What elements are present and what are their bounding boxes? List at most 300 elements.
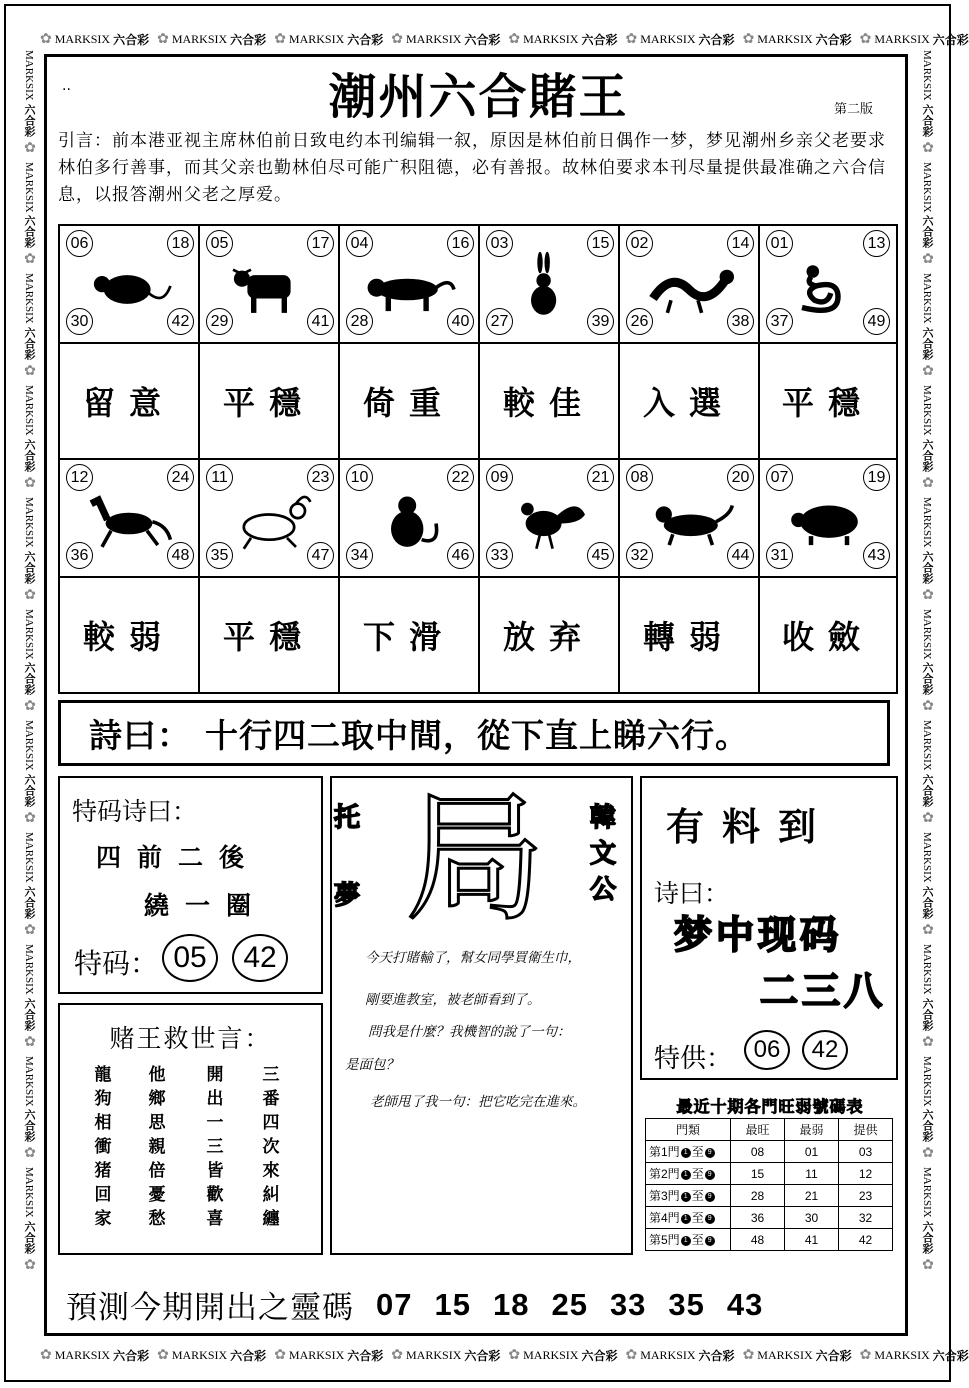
watermark-item — [40, 31, 149, 48]
youliao-line-1: 梦中现码 — [674, 913, 843, 957]
prediction-label: 預測今期開出之靈碼 — [66, 1290, 354, 1326]
story-line-2: 剛要進教室，被老師看到了。 — [365, 992, 541, 1008]
save-char: 他 — [148, 1065, 166, 1085]
flower-icon: ✿ — [22, 474, 37, 491]
zodiac-number: 41 — [307, 308, 334, 335]
flower-icon: ✿ — [920, 251, 935, 268]
zodiac-status-cell — [480, 344, 620, 460]
stats-to: 至 — [691, 1189, 704, 1203]
watermark-brand-en: MARKSIX — [23, 943, 35, 995]
watermark-item — [919, 273, 935, 379]
watermark-item — [21, 720, 37, 826]
watermark-brand-cn: 六合彩 — [932, 32, 969, 47]
tema-line-1: 四前二後 — [96, 843, 261, 872]
stats-min: 21 — [785, 1185, 839, 1207]
watermark-item — [274, 1347, 383, 1364]
watermark-brand-cn: 六合彩 — [23, 1109, 35, 1143]
stats-max: 28 — [731, 1185, 785, 1207]
watermark-brand-cn: 六合彩 — [815, 32, 852, 47]
save-char: 愁 — [148, 1209, 166, 1229]
watermark-brand-cn: 六合彩 — [921, 774, 933, 808]
watermark-brand-en: MARKSIX — [921, 161, 933, 213]
prediction-number: 25 — [551, 1286, 588, 1322]
watermark-item — [860, 1347, 969, 1364]
watermark-brand-en: MARKSIX — [23, 496, 35, 548]
zodiac-status: 收斂 — [781, 618, 874, 656]
stats-title: 最近十期各門旺弱號碼表 — [676, 1097, 864, 1116]
zodiac-status-cell — [480, 578, 620, 692]
save-char: 家 — [94, 1209, 112, 1229]
zodiac-number: 34 — [346, 542, 373, 569]
watermark-brand-cn: 六合彩 — [921, 662, 933, 696]
zodiac-status-cell — [760, 344, 896, 460]
stats-min: 30 — [785, 1207, 839, 1229]
watermark-item — [919, 162, 935, 268]
prediction-number: 07 — [376, 1286, 413, 1322]
ball-icon: 9 — [705, 1148, 715, 1158]
youliao-poem-label: 诗曰： — [654, 879, 730, 908]
zodiac-cell — [340, 460, 480, 578]
save-char: 來 — [262, 1161, 280, 1181]
watermark-item — [919, 497, 935, 603]
poem-text: 十行四二取中間，從下直上睇六行。 — [205, 715, 749, 755]
watermark-item — [919, 385, 935, 491]
watermark-brand-en: MARKSIX — [23, 161, 35, 213]
watermark-brand-en: MARKSIX — [406, 1347, 462, 1362]
stats-max: 08 — [731, 1141, 785, 1163]
watermark-item — [919, 720, 935, 826]
watermark-brand-cn: 六合彩 — [581, 32, 618, 47]
save-char: 思 — [148, 1113, 166, 1133]
watermark-right — [912, 50, 942, 1340]
zodiac-status-cell — [200, 578, 340, 692]
watermark-item — [21, 1167, 37, 1273]
zodiac-number: 43 — [863, 542, 890, 569]
flower-icon: ✿ — [920, 921, 935, 938]
save-char: 出 — [206, 1089, 224, 1109]
zodiac-number: 38 — [727, 308, 754, 335]
watermark-item — [919, 1167, 935, 1273]
watermark-item — [743, 31, 852, 48]
story-line-4: 是面包？ — [345, 1057, 399, 1073]
youliao-box — [640, 776, 898, 1080]
zodiac-status: 平穩 — [781, 384, 874, 422]
big-character: 局 — [405, 778, 546, 941]
page-title: 潮州六合賭王 — [328, 69, 629, 125]
flower-icon: ✿ — [274, 1347, 286, 1363]
intro-text: 引言：前本港亚视主席林伯前日致电约本刊编辑一叙，原因是林伯前日偶作一梦，梦见潮州乡亲父老要求林伯多行善事，而其父亲也勤林伯尽可能广积阻德，必有善报。故林伯要求本刊尽量提供最准确之六合信息，以报答潮州父老之厚爱。 — [58, 131, 886, 205]
zodiac-number: 47 — [307, 542, 334, 569]
tema-title: 特码诗曰： — [72, 797, 198, 826]
flower-icon: ✿ — [859, 1347, 872, 1363]
zodiac-number: 14 — [727, 230, 754, 257]
prediction-number: 15 — [434, 1286, 471, 1322]
save-char: 喜 — [206, 1209, 224, 1229]
save-char: 三 — [206, 1137, 224, 1157]
watermark-brand-en: MARKSIX — [23, 832, 35, 883]
save-char: 猪 — [94, 1161, 112, 1181]
save-char: 糾 — [262, 1185, 280, 1205]
ball-icon: 1 — [681, 1148, 691, 1158]
watermark-item — [40, 1347, 149, 1364]
zodiac-number: 16 — [447, 230, 474, 257]
stats-give: 12 — [839, 1163, 893, 1185]
zodiac-number: 26 — [626, 308, 653, 335]
flower-icon: ✿ — [920, 474, 935, 491]
zodiac-cell — [760, 226, 896, 344]
dragon-icon — [644, 250, 734, 320]
zodiac-cell — [480, 460, 620, 578]
watermark-brand-cn: 六合彩 — [464, 32, 501, 47]
watermark-top — [40, 24, 969, 54]
story-line-3: 問我是什麼？我機智的說了一句： — [368, 1024, 571, 1040]
zodiac-number: 27 — [486, 308, 513, 335]
watermark-brand-cn: 六合彩 — [23, 550, 35, 584]
ball-icon: 1 — [681, 1192, 691, 1202]
story-line-1: 今天打賭輸了，幫女同學買衛生巾， — [365, 950, 581, 966]
stats-door-cell — [646, 1207, 731, 1229]
prediction-number: 33 — [609, 1286, 647, 1322]
zodiac-status: 平穩 — [222, 384, 315, 422]
watermark-brand-en: MARKSIX — [171, 31, 228, 46]
flower-icon: ✿ — [22, 363, 37, 380]
save-column — [200, 1063, 230, 1231]
flower-icon: ✿ — [920, 1257, 935, 1274]
rat-icon — [84, 250, 174, 320]
left-side-text — [334, 800, 360, 914]
save-char: 三 — [262, 1065, 280, 1085]
tema-code-label: 特码： — [74, 947, 159, 980]
youliao-line-2: 二三八 — [760, 969, 887, 1013]
edition-label: 第二版 — [834, 102, 874, 117]
flower-icon: ✿ — [920, 586, 935, 603]
watermark-brand-en: MARKSIX — [921, 50, 933, 101]
flower-icon: ✿ — [22, 586, 37, 603]
zodiac-number: 08 — [626, 464, 653, 491]
watermark-item — [21, 162, 37, 268]
watermark-brand-en: MARKSIX — [921, 943, 933, 995]
watermark-item — [919, 944, 935, 1050]
watermark-brand-cn: 六合彩 — [921, 997, 933, 1031]
flower-icon: ✿ — [22, 698, 37, 715]
save-char: 鄉 — [148, 1089, 166, 1109]
prediction-row — [66, 1282, 896, 1327]
flower-icon: ✿ — [22, 1033, 37, 1050]
poem-label: 詩曰： — [89, 715, 191, 755]
zodiac-number: 30 — [66, 308, 93, 335]
watermark-brand-cn: 六合彩 — [347, 1348, 384, 1363]
zodiac-status-cell — [620, 344, 760, 460]
ball-icon: 9 — [705, 1192, 715, 1202]
right-side-char-1: 韓 — [590, 803, 617, 833]
zodiac-status: 留意 — [82, 384, 175, 422]
monkey-icon — [364, 484, 454, 554]
watermark-brand-en: MARKSIX — [921, 1055, 933, 1107]
watermark-brand-cn: 六合彩 — [113, 32, 150, 47]
watermark-brand-en: MARKSIX — [523, 1347, 579, 1362]
watermark-item — [743, 1347, 852, 1364]
zodiac-status-cell — [620, 578, 760, 692]
stats-header-min: 最弱 — [785, 1119, 839, 1141]
watermark-left — [14, 50, 44, 1340]
stats-to: 至 — [691, 1167, 704, 1181]
zodiac-cell — [200, 460, 340, 578]
watermark-item — [274, 31, 383, 48]
save-char: 四 — [262, 1113, 280, 1133]
zodiac-grid — [58, 224, 898, 694]
stats-header-give: 提供 — [839, 1119, 893, 1141]
watermark-brand-cn: 六合彩 — [698, 32, 735, 47]
stats-row — [646, 1207, 893, 1229]
right-side-text — [590, 800, 616, 908]
watermark-brand-en: MARKSIX — [523, 31, 579, 46]
zodiac-number: 13 — [863, 230, 890, 257]
stats-door: 第4門 — [649, 1211, 680, 1225]
flower-icon: ✿ — [22, 1257, 37, 1274]
watermark-item — [919, 832, 935, 938]
header-dots: .. — [62, 78, 71, 94]
ball-icon: 1 — [681, 1170, 691, 1180]
zodiac-number: 46 — [447, 542, 474, 569]
watermark-item — [508, 31, 617, 48]
watermark-brand-cn: 六合彩 — [230, 32, 267, 47]
flower-icon: ✿ — [391, 31, 404, 47]
flower-icon: ✿ — [22, 810, 37, 827]
save-char: 衝 — [94, 1137, 112, 1157]
zodiac-number: 10 — [346, 464, 373, 491]
watermark-item — [508, 1347, 617, 1364]
tema-code-1: 05 — [162, 934, 218, 982]
stats-min: 11 — [785, 1163, 839, 1185]
stats-door-cell — [646, 1163, 731, 1185]
prediction-number: 18 — [492, 1286, 530, 1322]
flower-icon: ✿ — [157, 1347, 169, 1363]
rooster-icon — [504, 484, 594, 554]
stats-max: 48 — [731, 1229, 785, 1251]
stats-header-max: 最旺 — [731, 1119, 785, 1141]
zodiac-number: 48 — [167, 542, 194, 569]
watermark-brand-cn: 六合彩 — [23, 997, 35, 1031]
watermark-brand-cn: 六合彩 — [23, 327, 35, 361]
save-column — [142, 1063, 172, 1231]
pig-icon — [784, 484, 874, 554]
watermark-brand-en: MARKSIX — [54, 31, 111, 46]
watermark-brand-en: MARKSIX — [288, 1347, 345, 1362]
stats-give: 23 — [839, 1185, 893, 1207]
poem-bar — [58, 700, 890, 766]
watermark-brand-en: MARKSIX — [640, 31, 696, 46]
watermark-brand-cn: 六合彩 — [464, 1348, 501, 1363]
stats-row — [646, 1185, 893, 1207]
ball-icon: 1 — [681, 1236, 691, 1246]
flower-icon: ✿ — [157, 31, 169, 47]
watermark-bottom — [40, 1340, 969, 1370]
zodiac-status: 下滑 — [362, 618, 455, 656]
flower-icon: ✿ — [920, 1033, 935, 1050]
save-box — [58, 1003, 323, 1255]
stats-to: 至 — [691, 1233, 704, 1247]
watermark-brand-cn: 六合彩 — [921, 550, 933, 584]
zodiac-number: 28 — [346, 308, 373, 335]
zodiac-number: 49 — [863, 308, 890, 335]
stats-door: 第1門 — [649, 1145, 680, 1159]
flower-icon: ✿ — [22, 1145, 37, 1162]
watermark-item — [391, 1347, 500, 1364]
watermark-brand-en: MARKSIX — [23, 608, 35, 660]
stats-give: 42 — [839, 1229, 893, 1251]
watermark-brand-en: MARKSIX — [921, 720, 933, 772]
zodiac-number: 40 — [447, 308, 474, 335]
zodiac-status: 入選 — [642, 384, 735, 422]
stats-door-cell — [646, 1141, 731, 1163]
zodiac-number: 15 — [587, 230, 614, 257]
zodiac-number: 42 — [167, 308, 194, 335]
watermark-brand-en: MARKSIX — [921, 385, 933, 436]
watermark-brand-en: MARKSIX — [406, 31, 462, 46]
zodiac-number: 35 — [206, 542, 233, 569]
zodiac-status-cell — [340, 344, 480, 460]
zodiac-cell — [760, 460, 896, 578]
zodiac-number: 04 — [346, 230, 373, 257]
watermark-brand-cn: 六合彩 — [230, 1348, 267, 1363]
save-char: 一 — [206, 1113, 224, 1133]
goat-icon — [224, 484, 314, 554]
flower-icon: ✿ — [920, 810, 935, 827]
zodiac-cell — [60, 226, 200, 344]
zodiac-number: 22 — [447, 464, 474, 491]
zodiac-cell — [480, 226, 620, 344]
stats-max: 15 — [731, 1163, 785, 1185]
zodiac-status-cell — [760, 578, 896, 692]
zodiac-number: 12 — [66, 464, 93, 491]
stats-give: 03 — [839, 1141, 893, 1163]
story-line-5: 老師甩了我一句：把它吃完在進來。 — [370, 1094, 586, 1110]
flower-icon: ✿ — [920, 363, 935, 380]
zodiac-status-cell — [340, 578, 480, 692]
watermark-brand-cn: 六合彩 — [921, 438, 933, 472]
zodiac-number: 33 — [486, 542, 513, 569]
watermark-brand-en: MARKSIX — [23, 1055, 35, 1107]
watermark-item — [391, 31, 500, 48]
watermark-brand-en: MARKSIX — [23, 720, 35, 772]
watermark-item — [860, 31, 969, 48]
save-char: 開 — [206, 1065, 224, 1085]
watermark-item — [625, 1347, 734, 1364]
watermark-brand-cn: 六合彩 — [23, 438, 35, 472]
save-char: 次 — [262, 1137, 280, 1157]
zodiac-number: 21 — [587, 464, 614, 491]
zodiac-cell — [340, 226, 480, 344]
watermark-brand-en: MARKSIX — [921, 832, 933, 883]
stats-header-door: 門類 — [646, 1119, 731, 1141]
dog-icon — [644, 484, 734, 554]
zodiac-number: 20 — [727, 464, 754, 491]
flower-icon: ✿ — [40, 31, 52, 47]
tema-box — [58, 776, 323, 994]
watermark-item — [21, 385, 37, 491]
zodiac-status-cell — [200, 344, 340, 460]
flower-icon: ✿ — [274, 31, 286, 47]
zodiac-number: 18 — [167, 230, 194, 257]
flower-icon: ✿ — [625, 1347, 638, 1363]
watermark-item — [21, 832, 37, 938]
watermark-brand-cn: 六合彩 — [23, 103, 35, 137]
save-char: 歡 — [206, 1185, 224, 1205]
flower-icon: ✿ — [508, 1347, 521, 1363]
ball-icon: 9 — [705, 1170, 715, 1180]
zodiac-cell — [620, 460, 760, 578]
zodiac-status: 平穩 — [222, 618, 315, 656]
zodiac-number: 09 — [486, 464, 513, 491]
stats-door-cell — [646, 1185, 731, 1207]
zodiac-number: 05 — [206, 230, 233, 257]
save-column — [256, 1063, 286, 1231]
zodiac-status: 放弃 — [502, 618, 595, 656]
stats-door-cell — [646, 1229, 731, 1251]
save-title: 赌王救世言： — [109, 1024, 272, 1053]
zodiac-number: 24 — [167, 464, 194, 491]
watermark-brand-cn: 六合彩 — [23, 885, 35, 919]
watermark-item — [21, 944, 37, 1050]
zodiac-status: 倚重 — [362, 384, 455, 422]
tegong-code-2: 42 — [802, 1030, 848, 1070]
left-side-char-1: 托 — [334, 803, 361, 833]
watermark-brand-en: MARKSIX — [288, 31, 345, 46]
zodiac-number: 17 — [307, 230, 334, 257]
save-char: 狗 — [94, 1089, 112, 1109]
watermark-brand-cn: 六合彩 — [23, 774, 35, 808]
zodiac-number: 19 — [863, 464, 890, 491]
zodiac-number: 02 — [626, 230, 653, 257]
snake-icon — [784, 250, 874, 320]
watermark-brand-cn: 六合彩 — [921, 103, 933, 137]
stats-max: 36 — [731, 1207, 785, 1229]
save-char: 憂 — [148, 1185, 166, 1205]
flower-icon: ✿ — [508, 31, 521, 47]
watermark-brand-en: MARKSIX — [23, 50, 35, 101]
watermark-brand-en: MARKSIX — [921, 496, 933, 548]
save-char: 倍 — [148, 1161, 166, 1181]
flower-icon: ✿ — [391, 1347, 404, 1363]
watermark-brand-cn: 六合彩 — [113, 1348, 150, 1363]
ball-icon: 9 — [705, 1236, 715, 1246]
ox-icon — [224, 250, 314, 320]
watermark-brand-en: MARKSIX — [640, 1347, 696, 1362]
ball-icon: 9 — [705, 1214, 715, 1224]
zodiac-number: 39 — [587, 308, 614, 335]
flower-icon: ✿ — [22, 921, 37, 938]
stats-header-row — [646, 1119, 893, 1141]
right-side-char-2: 文 — [590, 839, 617, 869]
zodiac-number: 07 — [766, 464, 793, 491]
watermark-brand-en: MARKSIX — [54, 1347, 111, 1362]
zodiac-number: 45 — [587, 542, 614, 569]
flower-icon: ✿ — [920, 139, 935, 156]
watermark-brand-cn: 六合彩 — [921, 1221, 933, 1255]
watermark-item — [157, 1347, 266, 1364]
ball-icon: 1 — [681, 1214, 691, 1224]
watermark-brand-en: MARKSIX — [23, 1167, 35, 1219]
watermark-brand-en: MARKSIX — [874, 1347, 930, 1362]
watermark-brand-cn: 六合彩 — [921, 215, 933, 249]
zodiac-number: 29 — [206, 308, 233, 335]
flower-icon: ✿ — [625, 31, 638, 47]
stats-door: 第2門 — [649, 1167, 680, 1181]
prediction-number: 35 — [668, 1286, 705, 1322]
zodiac-number: 37 — [766, 308, 793, 335]
tiger-icon — [364, 250, 454, 320]
zodiac-number: 44 — [727, 542, 754, 569]
